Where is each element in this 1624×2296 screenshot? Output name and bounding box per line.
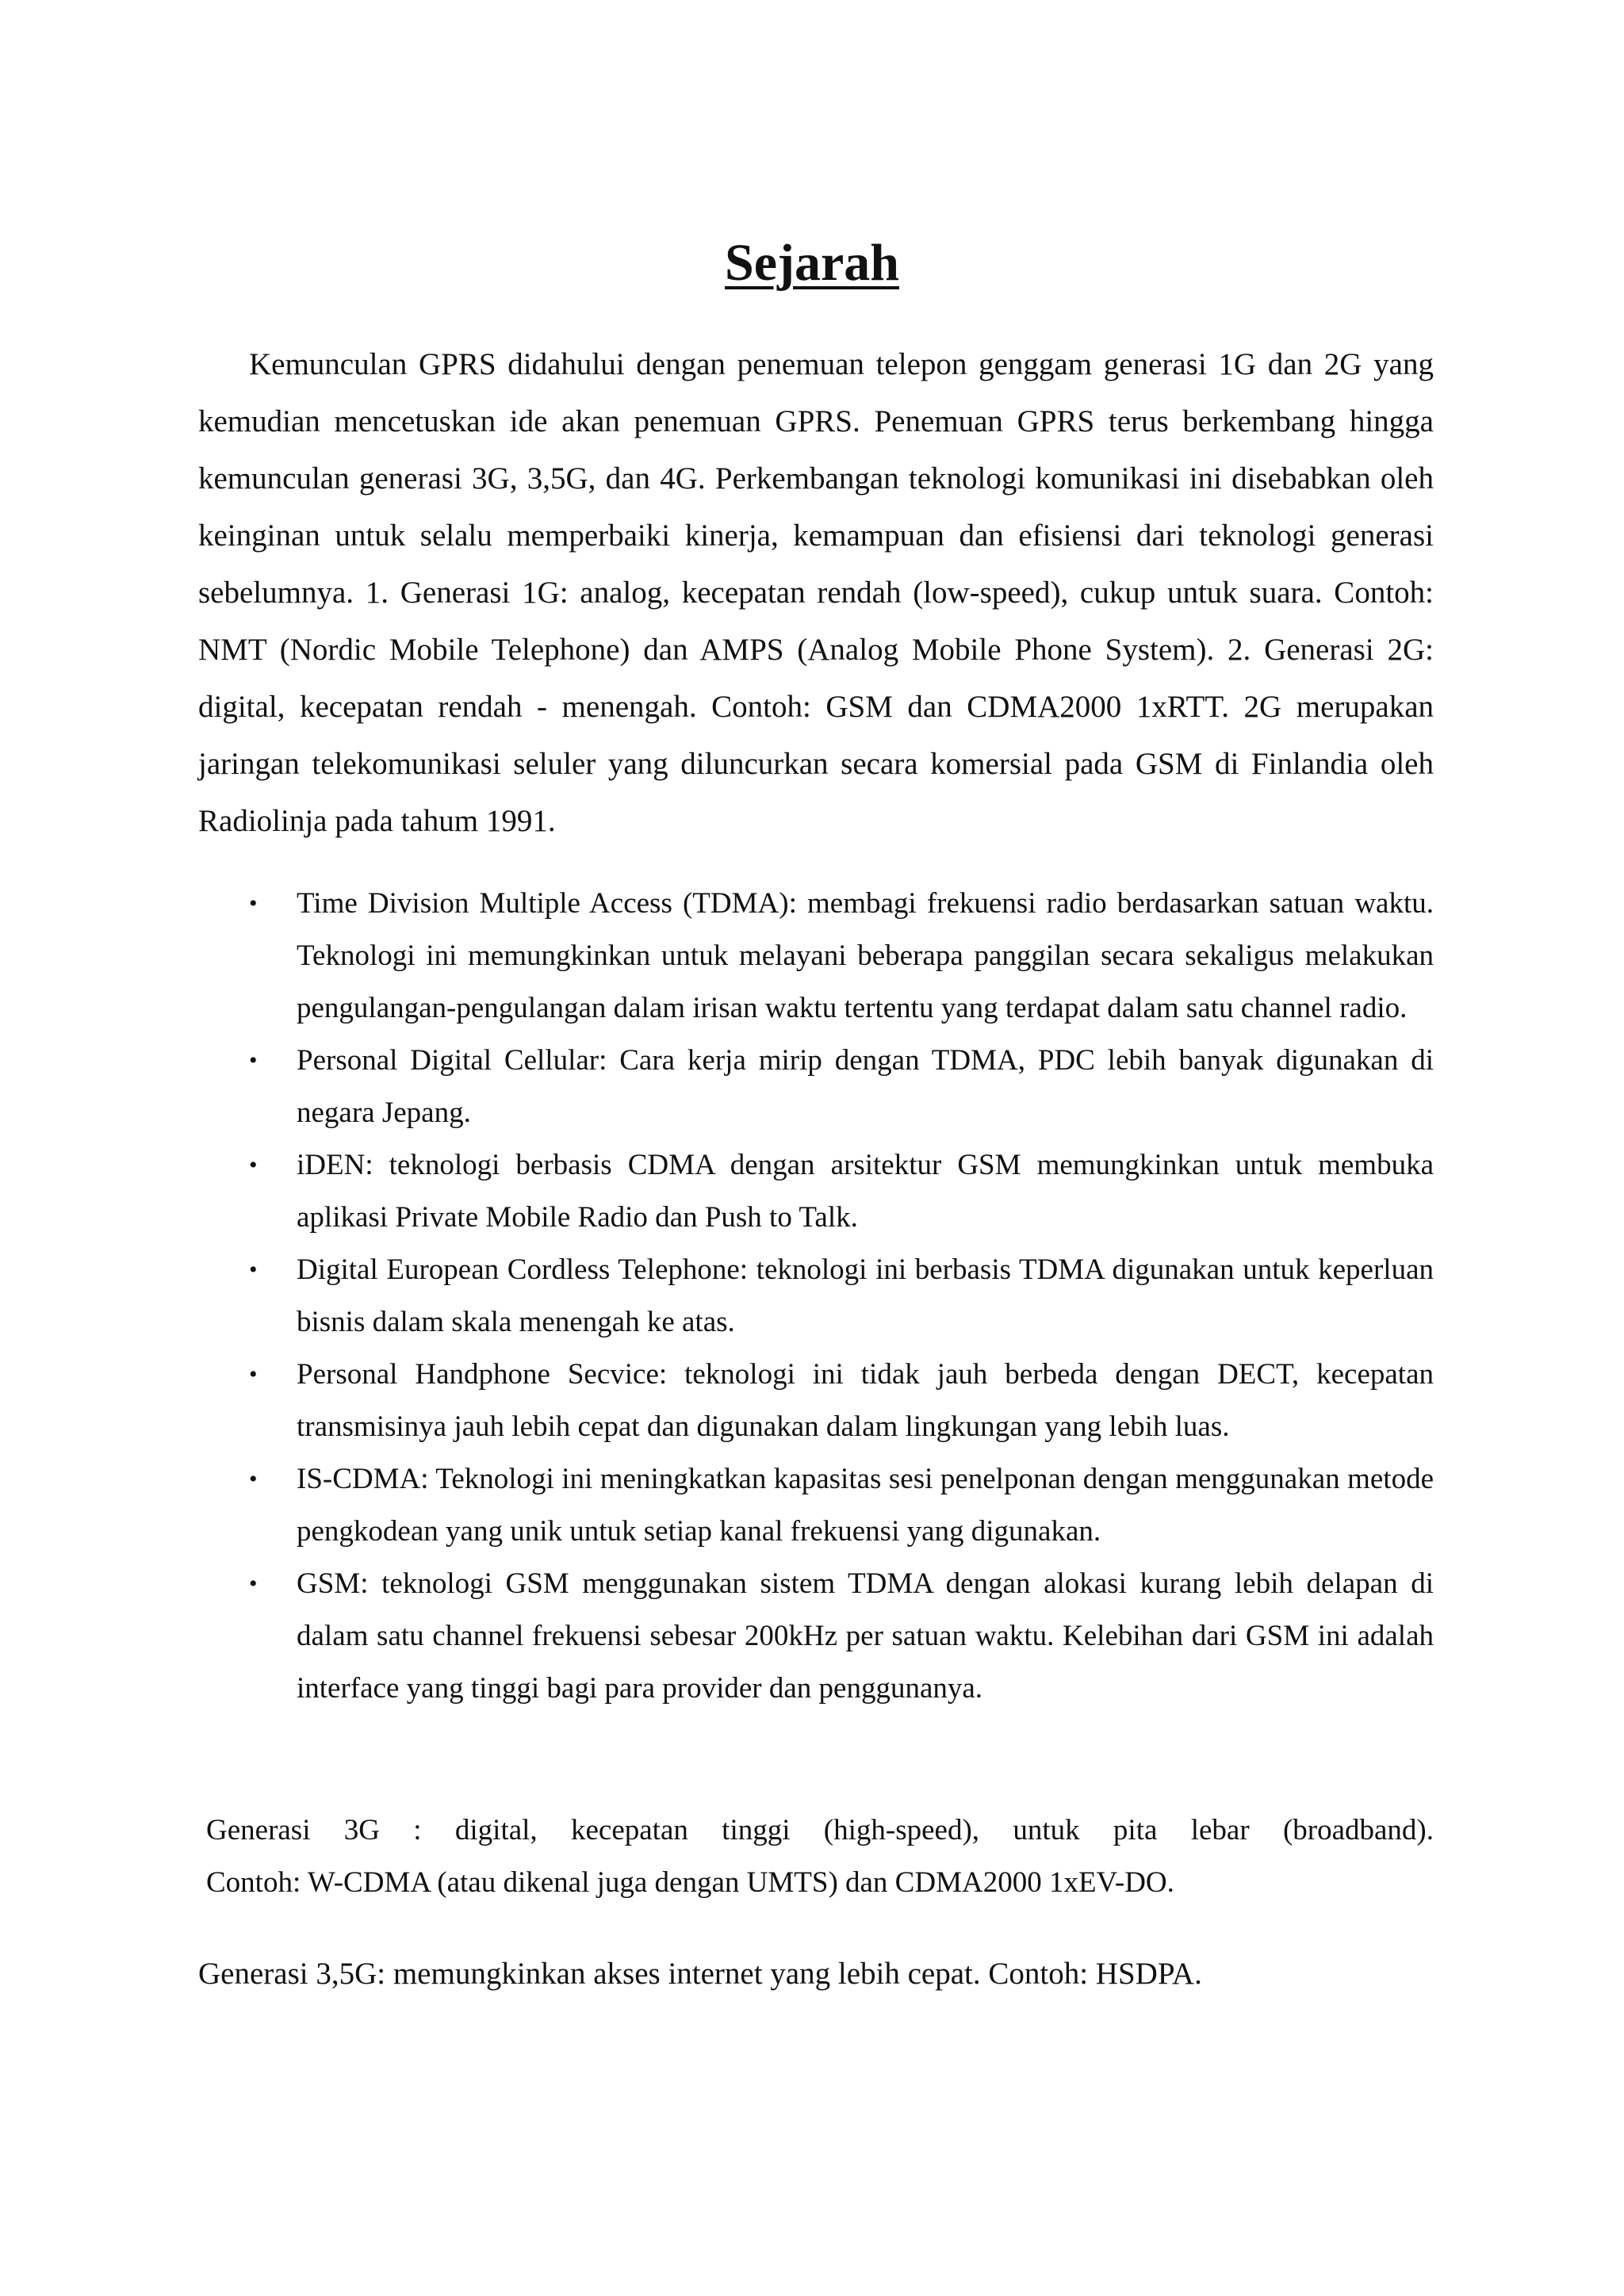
list-item (198, 1244, 1434, 1349)
bullet-icon: • (249, 1361, 258, 1387)
list-item (198, 1349, 1434, 1453)
list-item-text: Personal Digital Cellular: Cara kerja mirip dengan TDMA, PDC lebih banyak digunakan di negara Jepang. (297, 1044, 1434, 1129)
bullet-icon: • (249, 1047, 258, 1073)
bullet-icon: • (249, 1257, 258, 1283)
page-title-text: Sejarah (725, 234, 899, 293)
generation-3g-paragraph (206, 1804, 1434, 1909)
generation-3g-example: Contoh: W-CDMA (atau dikenal juga dengan UMTS) dan CDMA2000 1xEV-DO. (206, 1866, 1174, 1899)
bullet-icon: • (249, 1152, 258, 1178)
bullet-icon: • (249, 1466, 258, 1492)
bullet-icon: • (249, 1571, 258, 1597)
list-item-text: IS-CDMA: Teknologi ini meningkatkan kapasitas sesi penelponan dengan menggunakan metode pengkodean yang unik untuk setiap kanal frekuensi yang digunakan. (297, 1463, 1434, 1548)
list-item (198, 1035, 1434, 1139)
list-item (198, 878, 1434, 1035)
bullet-icon: • (249, 890, 258, 916)
list-item (198, 1453, 1434, 1558)
list-item-text: GSM: teknologi GSM menggunakan sistem TDMA dengan alokasi kurang lebih delapan di dalam satu channel frekuensi sebesar 200kHz per satuan waktu. Kelebihan dari GSM ini adalah interface yang tinggi bagi para provider dan penggunanya. (297, 1567, 1434, 1705)
list-item (198, 1139, 1434, 1244)
list-item-text: Digital European Cordless Telephone: teknologi ini berbasis TDMA digunakan untuk keperluan bisnis dalam skala menengah ke atas. (297, 1253, 1434, 1338)
list-item (198, 1558, 1434, 1715)
intro-paragraph: Kemunculan GPRS didahului dengan penemuan telepon genggam generasi 1G dan 2G yang kemudian mencetuskan ide akan penemuan GPRS. Penemuan GPRS terus berkembang hingga kemunculan generasi 3G, 3,5G, dan 4G. Perkembangan teknologi komunikasi ini disebabkan oleh keinginan untuk selalu memperbaiki kinerja, kemampuan dan efisiensi dari teknologi generasi sebelumnya. 1. Generasi 1G: analog, kecepatan rendah (low-speed), cukup untuk suara. Contoh: NMT (Nordic Mobile Telephone) dan AMPS (Analog Mobile Phone System). 2. Generasi 2G: digital, kecepatan rendah - menengah. Contoh: GSM dan CDMA2000 1xRTT. 2G merupakan jaringan telekomunikasi seluler yang diluncurkan secara komersial pada GSM di Finlandia oleh Radiolinja pada tahum 1991. (198, 347, 1434, 838)
technology-bullet-list (198, 878, 1434, 1715)
list-item-text: Personal Handphone Secvice: teknologi ini tidak jauh berbeda dengan DECT, kecepatan transmisinya jauh lebih cepat dan digunakan dalam lingkungan yang lebih luas. (297, 1358, 1434, 1443)
list-item-text: iDEN: teknologi berbasis CDMA dengan arsitektur GSM memungkinkan untuk membuka aplikasi Private Mobile Radio dan Push to Talk. (297, 1149, 1434, 1234)
generation-35g-paragraph: Generasi 3,5G: memungkinkan akses internet yang lebih cepat. Contoh: HSDPA. (198, 1957, 1202, 1991)
list-item-text: Time Division Multiple Access (TDMA): membagi frekuensi radio berdasarkan satuan waktu. Teknologi ini memungkinkan untuk melayani beberapa panggilan secara sekaligus melakukan pengulangan-pengulangan dalam irisan waktu tertentu yang terdapat dalam satu channel radio. (297, 887, 1434, 1024)
generation-3g-definition: Generasi 3G : digital, kecepatan tinggi (high-speed), untuk pita lebar (broadband). (206, 1814, 1434, 1846)
page-title (0, 232, 1624, 295)
